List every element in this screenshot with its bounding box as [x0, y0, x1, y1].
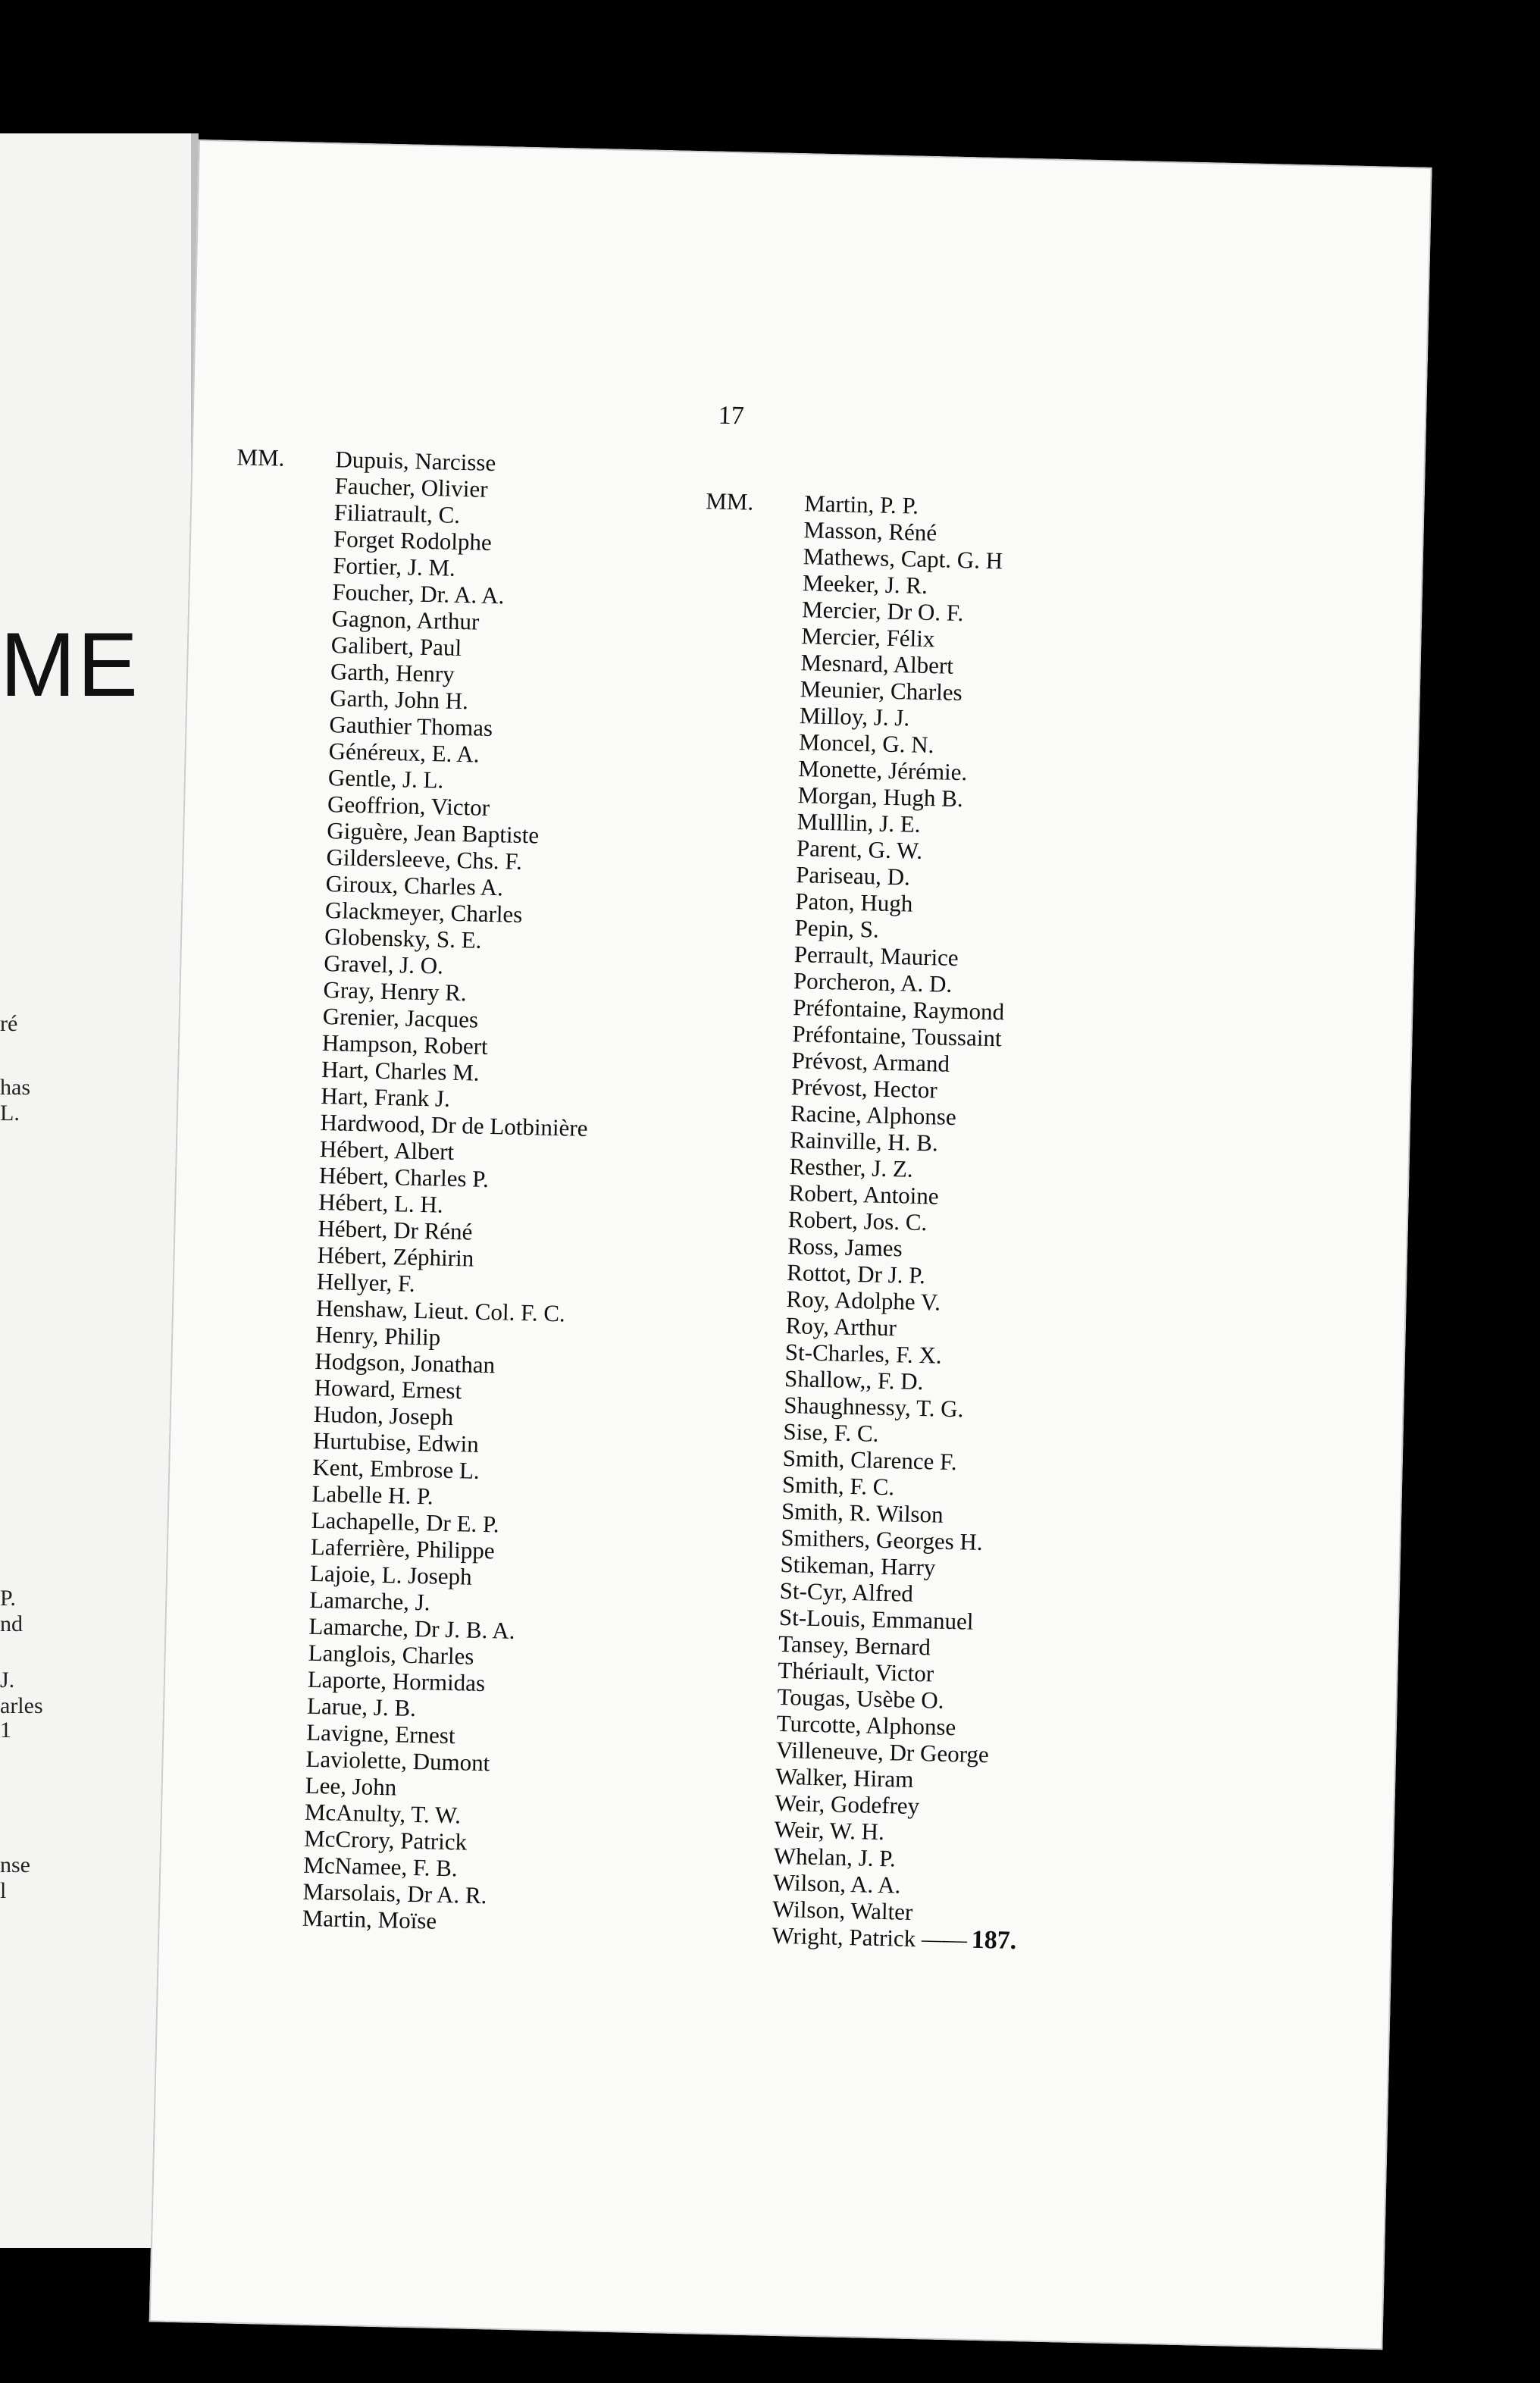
member-name: McAnulty, T. W.: [304, 1798, 462, 1829]
member-name: Monette, Jérémie.: [797, 755, 968, 786]
member-name: Labelle H. P.: [311, 1480, 434, 1510]
right-column-prefix: MM.: [705, 487, 754, 515]
member-name: Morgan, Hugh B.: [797, 781, 964, 813]
member-name: Galibert, Paul: [330, 631, 462, 662]
member-name: Martin, P. P.: [803, 490, 919, 519]
member-name: Prévost, Armand: [791, 1047, 950, 1077]
member-name: Meeker, J. R.: [802, 569, 928, 599]
member-name: Masson, Réné: [803, 516, 937, 546]
member-name: Whelan, J. P.: [773, 1842, 897, 1872]
member-name: Prévost, Hector: [790, 1073, 938, 1104]
member-name: Pariseau, D.: [795, 861, 911, 891]
left-page-text-fragment: 1: [0, 1718, 11, 1743]
member-name: Geoffrion, Victor: [327, 791, 490, 821]
member-name: Tansey, Bernard: [778, 1630, 931, 1661]
member-name-text: Wright, Patrick: [772, 1921, 916, 1952]
member-name: Hart, Frank J.: [321, 1082, 451, 1112]
member-name: Gagnon, Arthur: [331, 605, 480, 635]
member-name: Larue, J. B.: [306, 1692, 417, 1722]
member-name: Lajoie, L. Joseph: [309, 1559, 472, 1590]
member-name: Shaughnessy, T. G.: [783, 1391, 964, 1423]
member-name: Smith, F. C.: [781, 1470, 895, 1501]
member-name: Hellyer, F.: [316, 1267, 415, 1297]
member-name: Pepin, S.: [794, 914, 880, 943]
member-name: Hudon, Joseph: [313, 1400, 454, 1431]
member-name: Wilson, Walter: [772, 1895, 913, 1925]
member-name: Hébert, Charles P.: [318, 1161, 490, 1193]
member-name: Mathews, Capt. G. H: [803, 543, 1003, 575]
member-name: Meunier, Charles: [800, 675, 963, 706]
member-name: Hart, Charles M.: [321, 1056, 480, 1086]
member-name: Paton, Hugh: [795, 888, 913, 917]
member-name: Henry, Philip: [315, 1320, 441, 1351]
member-name: Faucher, Olivier: [334, 472, 488, 503]
left-page-heading-fragment: ME: [0, 614, 139, 716]
page-number: 17: [718, 401, 745, 431]
member-name: St-Louis, Emmanuel: [778, 1603, 974, 1635]
member-name: Parent, G. W.: [796, 835, 923, 864]
member-name: Sise, F. C.: [783, 1417, 879, 1447]
member-name: Marsolais, Dr A. R.: [302, 1877, 487, 1909]
member-name: Resther, J. Z.: [789, 1153, 914, 1182]
left-page-text-fragment: has: [0, 1075, 30, 1100]
left-page-text-fragment: arles: [0, 1693, 43, 1718]
member-name: Glackmeyer, Charles: [324, 897, 523, 928]
member-name: Mercier, Dr O. F.: [801, 596, 964, 627]
member-name: Mulllin, J. E.: [797, 808, 921, 838]
member-name: Garth, Henry: [330, 658, 455, 687]
member-name: Lee, John: [305, 1771, 397, 1801]
member-name: Fortier, J. M.: [332, 552, 456, 581]
total-dash: ——: [921, 1925, 966, 1953]
left-page-text-fragment: l: [0, 1878, 7, 1903]
member-name: Giguère, Jean Baptiste: [326, 817, 540, 849]
member-name: Porcheron, A. D.: [793, 967, 953, 997]
member-name: Hampson, Robert: [321, 1029, 489, 1060]
member-name: Villeneuve, Dr George: [775, 1736, 990, 1768]
member-name: Langlois, Charles: [308, 1639, 474, 1670]
member-name: Martin, Moïse: [302, 1904, 437, 1934]
member-name: Garth, John H.: [329, 684, 469, 715]
left-page-text-fragment: P.: [0, 1586, 16, 1611]
member-name: Gildersleeve, Chs. F.: [326, 844, 523, 875]
member-name: Mesnard, Albert: [800, 649, 954, 679]
member-name: Hodgson, Jonathan: [315, 1347, 496, 1379]
member-name: Weir, W. H.: [774, 1815, 885, 1846]
member-name: Hurtubise, Edwin: [312, 1426, 480, 1458]
member-name: Grenier, Jacques: [322, 1003, 479, 1033]
member-name: Préfontaine, Toussaint: [792, 1020, 1002, 1052]
member-name: [772, 1922, 1017, 1954]
member-name: Rainville, H. B.: [789, 1126, 939, 1157]
member-name: Hébert, Dr Réné: [318, 1214, 473, 1245]
member-name: Roy, Adolphe V.: [786, 1285, 941, 1316]
member-name: Gravel, J. O.: [323, 950, 444, 979]
member-name: Smith, Clarence F.: [782, 1444, 958, 1476]
member-name: Gray, Henry R.: [323, 976, 468, 1007]
member-name: Laporte, Hormidas: [307, 1665, 486, 1697]
member-name: Hardwood, Dr de Lotbinière: [320, 1108, 588, 1141]
member-name: Shallow,, F. D.: [784, 1364, 924, 1395]
member-name: Gentle, J. L.: [327, 764, 444, 794]
member-name: Robert, Jos. C.: [787, 1206, 928, 1236]
member-name: Préfontaine, Raymond: [792, 994, 1005, 1026]
member-name: Dupuis, Narcisse: [335, 446, 496, 477]
member-name: Lamarche, J.: [308, 1586, 430, 1616]
member-name: McCrory, Patrick: [303, 1824, 468, 1855]
member-name: Walker, Hiram: [775, 1762, 914, 1793]
member-name: St-Cyr, Alfred: [779, 1577, 914, 1607]
right-name-column: [772, 490, 1049, 1954]
member-name: Lamarche, Dr J. B. A.: [308, 1612, 515, 1644]
left-column-prefix: MM.: [236, 443, 285, 471]
member-name: Weir, Godefrey: [775, 1789, 920, 1820]
member-name: Laferrière, Philippe: [310, 1533, 495, 1564]
member-name: Smithers, Georges H.: [780, 1523, 984, 1555]
member-name: Rottot, Dr J. P.: [786, 1259, 926, 1289]
left-page-text-fragment: nse: [0, 1852, 30, 1877]
member-name: Mercier, Félix: [800, 622, 935, 653]
member-name: Stikeman, Harry: [780, 1550, 936, 1581]
member-name: Henshaw, Lieut. Col. F. C.: [315, 1294, 566, 1327]
member-name: St-Charles, F. X.: [784, 1338, 943, 1369]
member-name: Roy, Arthur: [785, 1311, 897, 1342]
member-name: Foucher, Dr. A. A.: [332, 578, 505, 609]
left-page-text-fragment: L.: [0, 1101, 20, 1126]
member-name: Hébert, Albert: [319, 1135, 455, 1165]
left-page-text-fragment: J.: [0, 1667, 15, 1693]
member-name: Robert, Antoine: [788, 1179, 940, 1210]
member-name: Généreux, E. A.: [328, 737, 480, 768]
left-name-column: [302, 446, 603, 1937]
document-page: [149, 139, 1432, 2350]
member-name: Giroux, Charles A.: [325, 870, 504, 901]
member-name: Turcotte, Alphonse: [776, 1709, 956, 1741]
left-page-text-fragment: ré: [0, 1011, 18, 1036]
member-name: Gauthier Thomas: [329, 711, 493, 741]
left-page-text-fragment: nd: [0, 1611, 23, 1636]
member-name: Perrault, Maurice: [793, 941, 959, 972]
member-name: Smith, R. Wilson: [781, 1497, 944, 1528]
member-name: Hébert, L. H.: [318, 1188, 444, 1218]
member-name: Kent, Embrose L.: [311, 1453, 480, 1484]
member-name: Wilson, A. A.: [772, 1868, 901, 1899]
member-name: Thériault, Victor: [777, 1656, 934, 1687]
member-name: Lavigne, Ernest: [305, 1718, 455, 1749]
member-name: Howard, Ernest: [314, 1373, 462, 1404]
member-total: 187.: [971, 1925, 1017, 1956]
member-name: Racine, Alphonse: [790, 1100, 957, 1131]
member-name: Lachapelle, Dr E. P.: [311, 1506, 499, 1538]
member-name: Tougas, Usèbe O.: [777, 1683, 944, 1714]
member-name: Ross, James: [787, 1232, 903, 1262]
member-name: Laviolette, Dumont: [305, 1745, 490, 1777]
member-name: Forget Rodolphe: [333, 525, 493, 556]
member-name: Moncel, G. N.: [798, 728, 934, 759]
member-name: Globensky, S. E.: [324, 923, 482, 954]
member-name: Hébert, Zéphirin: [317, 1241, 474, 1272]
member-name: Milloy, J. J.: [799, 702, 910, 731]
member-name: McNamee, F. B.: [302, 1851, 459, 1882]
member-name: Filiatrault, C.: [333, 499, 461, 528]
